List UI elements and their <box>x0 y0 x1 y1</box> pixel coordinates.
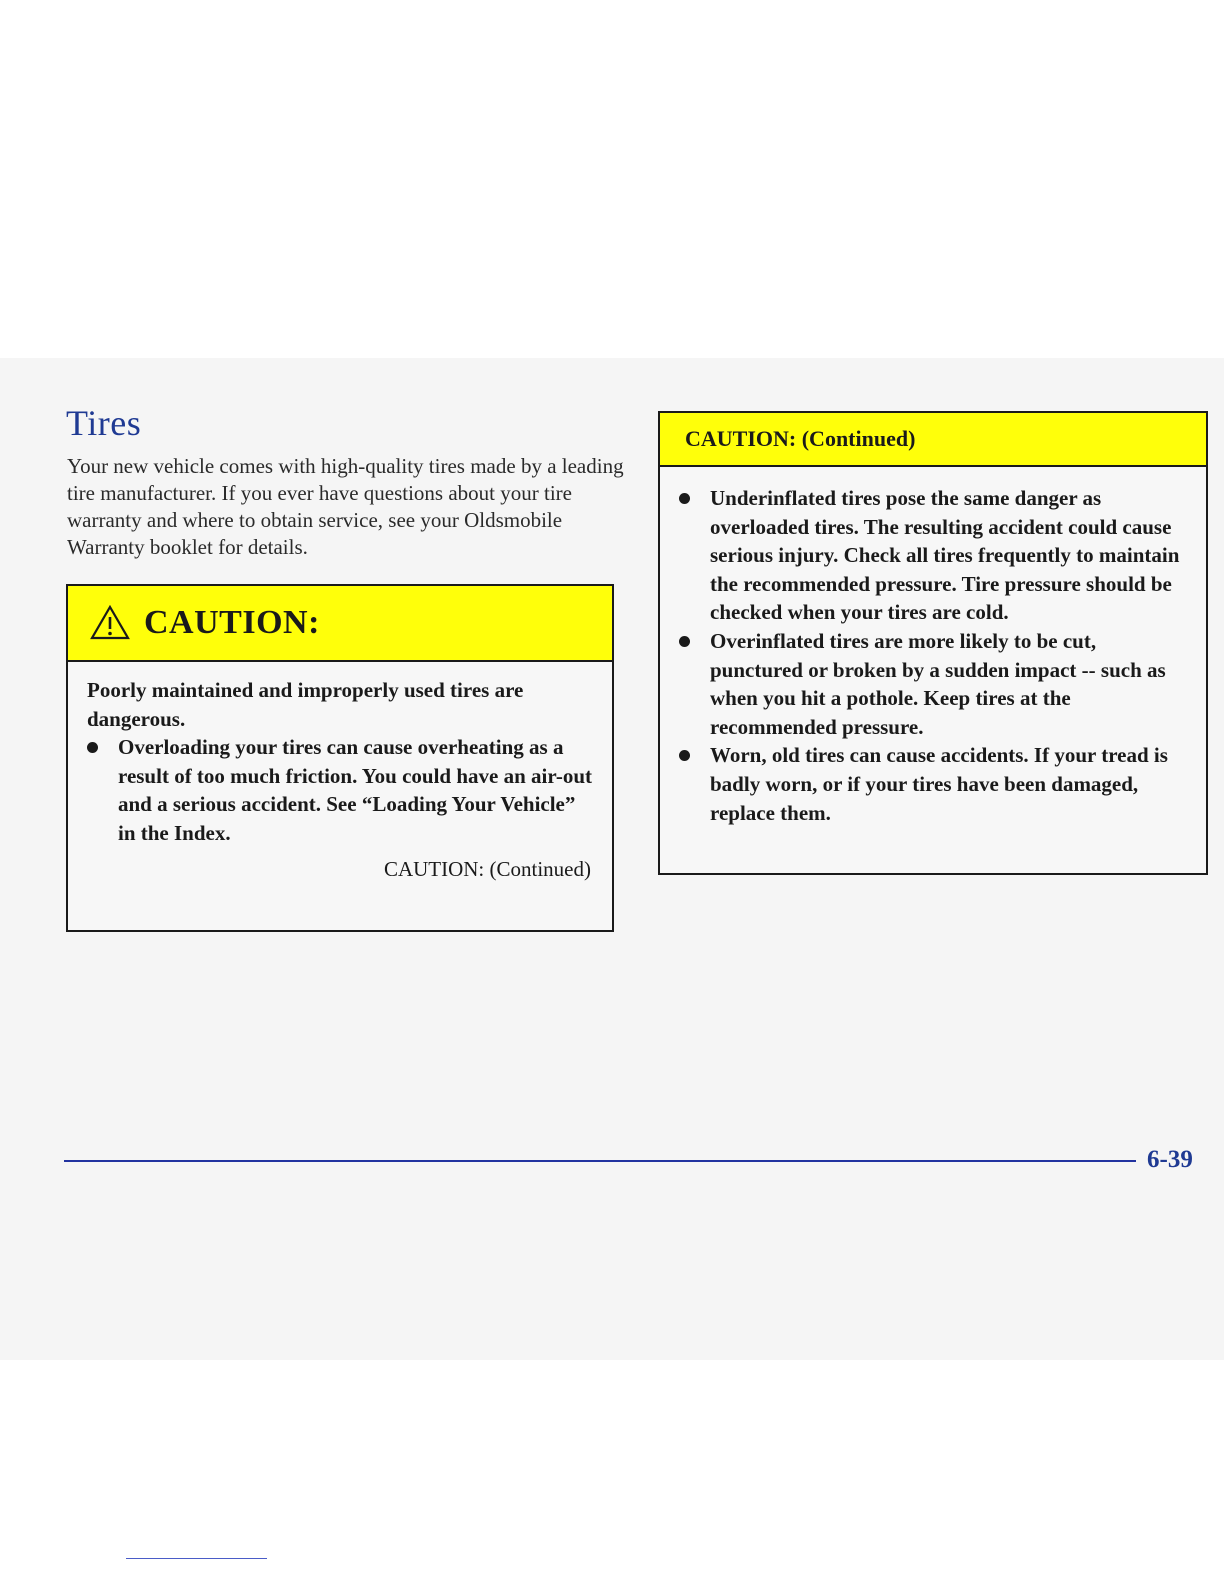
caution-bullet-text: Overinflated tires are more likely to be cut, punctured or broken by a sudden impact -- such as when you hit a pothole. Keep tires at the recommended pressure. <box>710 628 1166 739</box>
caution-bullet <box>679 484 1188 627</box>
page-number: 6-39 <box>1147 1146 1193 1173</box>
caution-box <box>66 584 614 932</box>
caution-header <box>68 586 612 662</box>
caution-continued-header <box>660 413 1206 467</box>
bullet-dot-icon <box>87 742 98 753</box>
caution-bullet <box>679 741 1188 827</box>
caution-continued-title: CAUTION: (Continued) <box>685 426 916 451</box>
bullet-dot-icon <box>679 636 690 647</box>
intro-paragraph: Your new vehicle comes with high-quality tires made by a leading tire manufacturer. If you ever have questions about your tire warranty and where to obtain service, see your Oldsmobile Warranty booklet for details. <box>67 454 624 559</box>
bottom-divider <box>126 1558 267 1559</box>
section-title: Tires <box>66 403 142 443</box>
caution-bullet-list <box>87 733 594 847</box>
caution-bullet <box>87 733 594 847</box>
caution-continued-body <box>660 467 1206 827</box>
caution-bullet-text: Underinflated tires pose the same danger as overloaded tires. The resulting accident could cause serious injury. Check all tires frequently to maintain the recommended pressure. Tire pressure should be checked when your tires are cold. <box>710 486 1180 625</box>
warning-triangle-icon <box>90 605 130 641</box>
footer-rule <box>64 1160 1136 1162</box>
caution-body <box>68 662 612 883</box>
bullet-dot-icon <box>679 493 690 504</box>
caution-bullet-text: Overloading your tires can cause overheating as a result of too much friction. You could have an air-out and a serious accident. See “Loading Your Vehicle” in the Index. <box>118 735 593 845</box>
caution-lead: Poorly maintained and improperly used tires are dangerous. <box>87 678 524 731</box>
caution-continued-label: CAUTION: (Continued) <box>383 856 591 881</box>
caution-continued-box <box>658 411 1208 875</box>
caution-title: CAUTION: <box>144 604 320 641</box>
caution-bullet-text: Worn, old tires can cause accidents. If your tread is badly worn, or if your tires have been damaged, replace them. <box>710 743 1168 825</box>
bullet-dot-icon <box>679 750 690 761</box>
caution-continued-bullet-list <box>679 484 1188 827</box>
caution-bullet <box>679 627 1188 741</box>
